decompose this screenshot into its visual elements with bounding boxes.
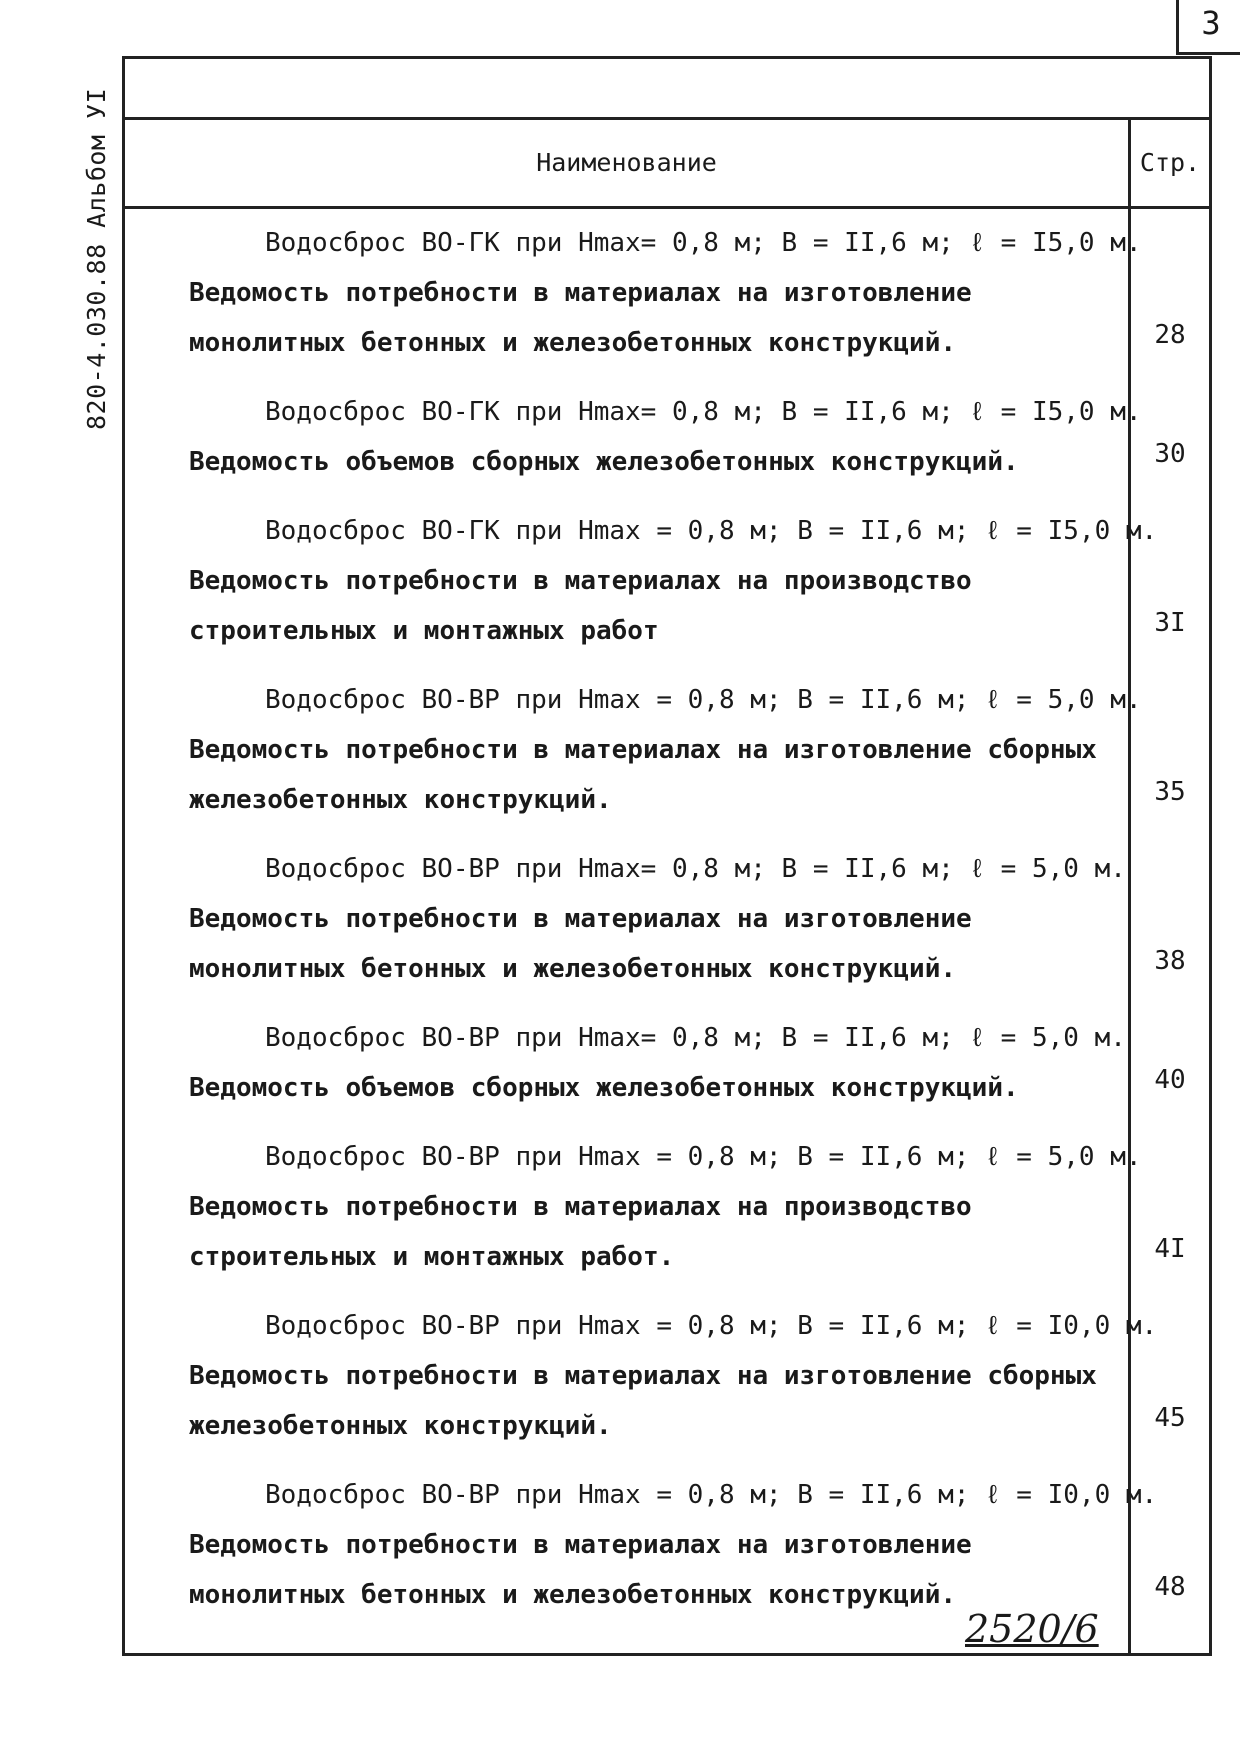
page-number: 3 [1176, 0, 1240, 55]
header-name: Наименование [536, 148, 717, 177]
entry-page-number: 48 [1154, 1572, 1186, 1602]
entry-title: Водосброс ВО-ГК при Hmax= 0,8 м; В = II,6 м; ℓ = I5,0 м. [265, 228, 1142, 258]
list-item [125, 666, 1209, 835]
list-item [125, 209, 1209, 378]
entry-title: Водосброс ВО-ВР при Hmax = 0,8 м; В = II,6 м; ℓ = 5,0 м. [265, 1142, 1142, 1172]
entry-title: Водосброс ВО-ВР при Hmax = 0,8 м; В = II,6 м; ℓ = I0,0 м. [265, 1480, 1158, 1510]
entry-text [189, 1013, 1126, 1113]
entry-page-number: 38 [1154, 946, 1186, 976]
list-item [125, 1461, 1209, 1630]
entry-description: Ведомость потребности в материалах на изготовление сборных железобетонных конструкций. [189, 735, 1097, 815]
table-header [125, 120, 1209, 209]
entry-title: Водосброс ВО-ВР при Hmax = 0,8 м; В = II,6 м; ℓ = I0,0 м. [265, 1311, 1158, 1341]
album-code-label: 820-4.030.88 Альбом УI [82, 87, 111, 430]
title-band [125, 59, 1209, 120]
header-page: Стр. [1139, 148, 1201, 177]
entry-title: Водосброс ВО-ГК при Hmax = 0,8 м; В = II,6 м; ℓ = I5,0 м. [265, 516, 1158, 546]
contents-list [125, 209, 1209, 1630]
entry-page-number: 35 [1154, 777, 1186, 807]
entry-description: Ведомость потребности в материалах на изготовление монолитных бетонных и железобетонных конструкций. [189, 278, 972, 358]
entry-page-number: 4I [1154, 1234, 1186, 1264]
entry-text [189, 1132, 1142, 1282]
entry-page-number: 45 [1154, 1403, 1186, 1433]
entry-text [189, 1470, 1158, 1620]
entry-page-number: 40 [1154, 1065, 1186, 1095]
entry-title: Водосброс ВО-ВР при Hmax= 0,8 м; В = II,6 м; ℓ = 5,0 м. [265, 1023, 1126, 1053]
handwritten-document-number: 2520/6 [965, 1607, 1099, 1651]
entry-page-number: 28 [1154, 320, 1186, 350]
entry-description: Ведомость потребности в материалах на производство строительных и монтажных работ. [189, 1192, 972, 1272]
entry-text [189, 218, 1142, 368]
entry-text [189, 675, 1142, 825]
entry-text [189, 1301, 1158, 1451]
list-item [125, 1123, 1209, 1292]
entry-description: Ведомость потребности в материалах на производство строительных и монтажных работ [189, 566, 972, 646]
list-item [125, 378, 1209, 497]
entry-description: Ведомость потребности в материалах на изготовление монолитных бетонных и железобетонных конструкций. [189, 1530, 972, 1610]
list-item [125, 1292, 1209, 1461]
list-item [125, 497, 1209, 666]
list-item [125, 1004, 1209, 1123]
entry-title: Водосброс ВО-ВР при Hmax= 0,8 м; В = II,6 м; ℓ = 5,0 м. [265, 854, 1126, 884]
table-frame [122, 56, 1212, 1656]
entry-title: Водосброс ВО-ВР при Hmax = 0,8 м; В = II,6 м; ℓ = 5,0 м. [265, 685, 1142, 715]
entry-description: Ведомость потребности в материалах на изготовление монолитных бетонных и железобетонных конструкций. [189, 904, 972, 984]
entry-text [189, 844, 1126, 994]
entry-page-number: 3I [1154, 608, 1186, 638]
entry-description: Ведомость потребности в материалах на изготовление сборных железобетонных конструкций. [189, 1361, 1097, 1441]
entry-text [189, 506, 1158, 656]
list-item [125, 835, 1209, 1004]
entry-text [189, 387, 1142, 487]
entry-description: Ведомость объемов сборных железобетонных конструкций. [189, 1073, 1019, 1103]
entry-description: Ведомость объемов сборных железобетонных конструкций. [189, 447, 1019, 477]
entry-title: Водосброс ВО-ГК при Hmax= 0,8 м; В = II,6 м; ℓ = I5,0 м. [265, 397, 1142, 427]
entry-page-number: 30 [1154, 439, 1186, 469]
